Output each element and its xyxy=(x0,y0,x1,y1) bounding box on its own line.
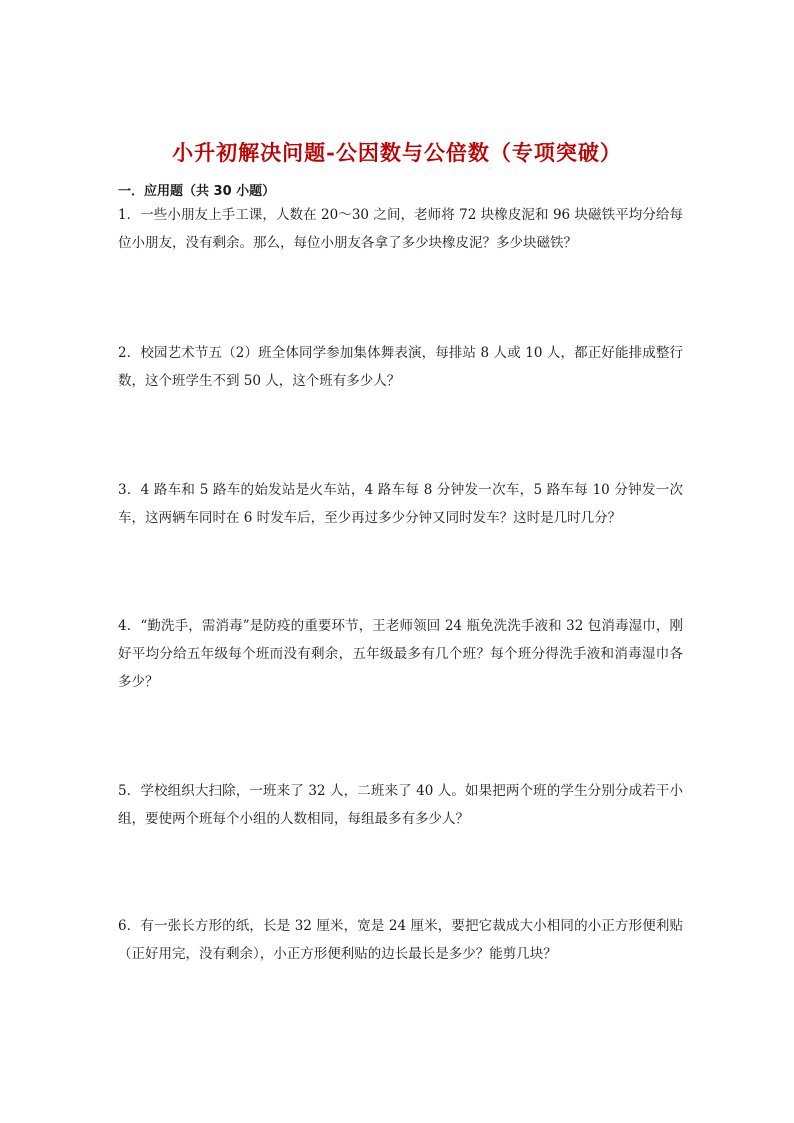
question-5: 5．学校组织大扫除，一班来了 32 人，二班来了 40 人。如果把两个班的学生分别分成若干小组，要使两个班每个小组的人数相同，每组最多有多少人？ xyxy=(118,783,683,827)
question-4: 4．“勤洗手，需消毒”是防疫的重要环节，王老师领回 24 瓶免洗洗手液和 32 包消毒湿巾，刚好平均分给五年级每个班而没有剩余，五年级最多有几个班？每个班分得洗手液和消毒湿巾各多少？ xyxy=(118,618,683,690)
question-2: 2．校园艺术节五（2）班全体同学参加集体舞表演，每排站 8 人或 10 人，都正好能排成整行数，这个班学生不到 50 人，这个班有多少人？ xyxy=(118,345,683,389)
section-heading: 一．应用题（共 30 小题） xyxy=(118,184,276,199)
question-3: 3．4 路车和 5 路车的始发站是火车站，4 路车每 8 分钟发一次车，5 路车每 10 分钟发一次车，这两辆车同时在 6 时发车后，至少再过多少分钟又同时发车？这时是几时几分？ xyxy=(118,482,683,526)
document-title: 小升初解决问题-公因数与公倍数（专项突破） xyxy=(172,140,622,165)
question-6: 6．有一张长方形的纸，长是 32 厘米，宽是 24 厘米，要把它裁成大小相同的小正方形便利贴（正好用完，没有剩余），小正方形便利贴的边长最长是多少？能剪几块？ xyxy=(118,918,683,962)
question-1: 1．一些小朋友上手工课，人数在 20～30 之间，老师将 72 块橡皮泥和 96 块磁铁平均分给每位小朋友，没有剩余。那么，每位小朋友各拿了多少块橡皮泥？多少块磁铁？ xyxy=(118,207,683,251)
